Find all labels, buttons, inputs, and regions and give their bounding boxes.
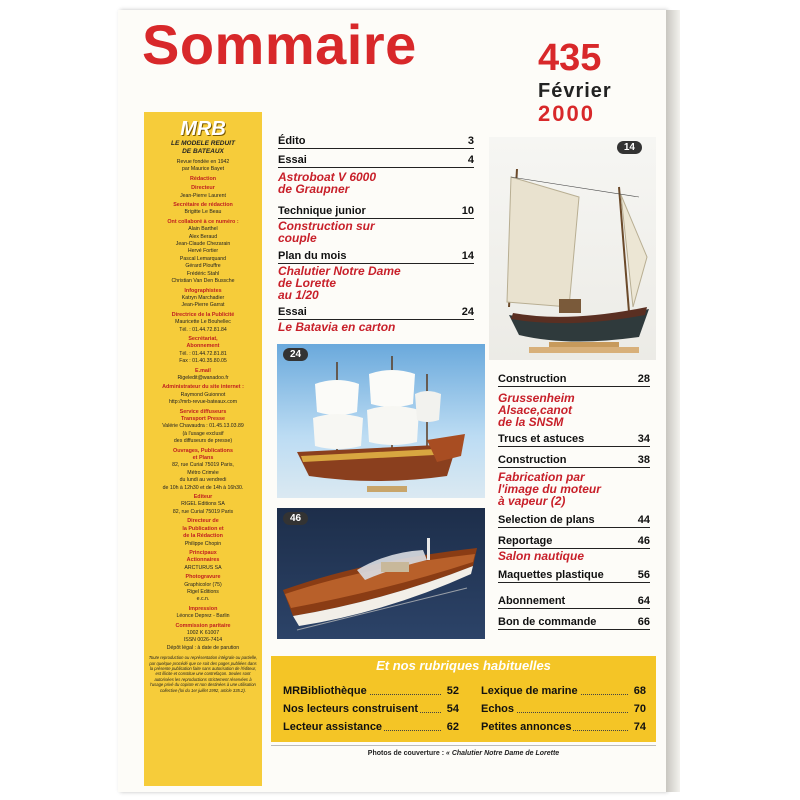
dir-pub-name: Philippe Chopin: [184, 540, 222, 547]
toc-entry-page: 44: [637, 514, 650, 526]
actionnaires-heading-1: Principaux: [189, 549, 217, 556]
toc-entry-page: 14: [461, 250, 474, 262]
toc-entry-label: Abonnement: [498, 595, 566, 607]
rubrique-page: 54: [446, 703, 459, 715]
logo-subtitle-1: LE MODELE REDUIT: [171, 140, 235, 147]
directeur-name: Jean-Pierre Laurent: [180, 192, 226, 199]
editeur-name: RIGEL Editions SA: [181, 501, 225, 508]
toc-subtitle: à vapeur (2): [498, 494, 566, 508]
toc-entry-label: Selection de plans: [498, 514, 595, 526]
editeur-address: 82, rue Curial 75019 Paris: [172, 508, 234, 515]
toc-subtitle: Salon nautique: [498, 549, 585, 563]
legal-notice: Toute reproduction ou représentation intégrale ou partielle, par quelque procédé que ce soit des pages publiées dans la présente publication faite sans autorisation de l'éditeur, est illicite et constitue une contrefaçon. Seules sont autorisées les reproductions strictement réservées à l'usage privé du copiste et non destinées à une utilisation collective (loi du 1er juillet 1992, article 335.2).: [148, 655, 258, 693]
email-address[interactable]: Rigeledit@wanadoo.fr: [177, 374, 229, 381]
toc-subtitle: Le Batavia en carton: [278, 320, 396, 334]
email-heading: E.mail: [195, 367, 211, 374]
publicite-heading: Directrice de la Publicité: [171, 311, 235, 318]
photo-chalutier: [489, 137, 656, 360]
masthead-sidebar: [144, 112, 262, 786]
chalutier-illustration: [489, 137, 656, 360]
toc-entry-selection-plans[interactable]: [498, 513, 650, 528]
toc-entry-page: 3: [467, 135, 474, 147]
toc-entry-construction-grussenheim[interactable]: [498, 372, 650, 387]
toc-entry-trucs-astuces[interactable]: [498, 432, 650, 447]
ouvrages-metro: Métro Crimée: [187, 469, 219, 476]
toc-entry-label: Trucs et astuces: [498, 433, 585, 445]
rubrique-lecteurs-construisent[interactable]: [283, 702, 459, 716]
diffuseurs-heading: Service diffuseurs: [179, 408, 227, 415]
cover-photo-credit: [271, 745, 656, 761]
page-badge: 14: [617, 141, 642, 154]
logo-subtitle-2: DE BATEAUX: [182, 148, 224, 155]
toc-entry-label: Technique junior: [278, 205, 366, 217]
toc-entry-label: Maquettes plastique: [498, 569, 604, 581]
secretariat-phone: Tél. : 01.44.72.81.81: [179, 350, 227, 357]
impression-name: Léonce Deprez - Barlin: [176, 613, 230, 620]
mrb-logo: MRB: [180, 118, 226, 140]
toc-entry-label: Reportage: [498, 535, 553, 547]
toc-entry-page: 28: [637, 373, 650, 385]
rubrique-echos[interactable]: [481, 702, 646, 716]
collaborateur: Alex Beraud: [188, 233, 218, 240]
infographiste: Katryn Marchadier: [181, 294, 225, 301]
founded-line-1: Revue fondée en 1942: [176, 159, 230, 165]
toc-entry-edito[interactable]: [278, 134, 474, 149]
toc-subtitle: l'image du moteur: [498, 482, 601, 496]
rubriques-title: Et nos rubriques habituelles: [376, 658, 551, 673]
toc-entry-label: Édito: [278, 135, 306, 147]
rubrique-label: Nos lecteurs construisent: [283, 703, 419, 715]
toc-entry-label: Plan du mois: [278, 250, 347, 262]
cover-note-prefix: Photos de couverture :: [367, 750, 445, 757]
rubriques-band: [271, 656, 656, 742]
secretariat-fax: Fax : 01.40.35.80.05: [179, 358, 227, 365]
collaborateur: Frédéric Stahl: [186, 270, 220, 277]
toc-entry-plan-du-mois[interactable]: [278, 249, 474, 264]
secretariat-heading: Secrétariat,: [188, 335, 218, 342]
page-title: Sommaire: [142, 13, 417, 76]
collaborateur: Pascal Lemarquand: [179, 255, 227, 262]
photogravure-1: Graphicolor (75): [184, 581, 222, 588]
toc-entry-essai-batavia[interactable]: [278, 305, 474, 320]
toc-subtitle: de Graupner: [278, 182, 350, 196]
dir-pub-heading-3: de la Rédaction: [183, 533, 223, 540]
page-spine: [666, 10, 680, 792]
rubrique-label: Petites annonces: [481, 721, 572, 733]
collaborateur: Jean-Claude Chezarain: [175, 241, 231, 248]
founded-line-2: par Maurice Bayet: [181, 166, 225, 173]
rubrique-petites-annonces[interactable]: [481, 720, 646, 734]
publicite-phone: Tél. : 01.44.72.81.84: [179, 326, 227, 333]
photo-batavia: [277, 344, 485, 498]
secretaire-heading: Secrétaire de rédaction: [173, 202, 233, 209]
galleon-illustration: [277, 344, 485, 498]
toc-entry-label: Bon de commande: [498, 616, 597, 628]
dir-pub-heading-1: Directeur de: [187, 518, 219, 525]
collaborateur: Gérard Plouffre: [185, 263, 221, 270]
publicite-name: Mauricette Le Bouhellec: [175, 319, 231, 326]
toc-entry-page: 46: [637, 535, 650, 547]
impression-heading: Impression: [188, 605, 218, 612]
toc-entry-essai-astroboat[interactable]: [278, 153, 474, 168]
actionnaires-heading-2: Actionnaires: [186, 557, 220, 564]
rubrique-page: 52: [446, 685, 459, 697]
admin-name: Raymond Guionnot: [180, 391, 226, 398]
ouvrages-heading: Ouvrages, Publications: [173, 447, 233, 454]
toc-entry-page: 34: [637, 433, 650, 445]
website-url[interactable]: http://mrb-revue-bateaux.com: [168, 399, 238, 406]
page-badge: 24: [283, 348, 308, 361]
toc-subtitle: Grussenheim: [498, 391, 575, 405]
ouvrages-days: du lundi au vendredi: [179, 477, 227, 484]
depot-legal: Dépôt légal : à date de parution: [166, 644, 240, 651]
toc-subtitle: Astroboat V 6000: [278, 170, 377, 184]
toc-subtitle: Alsace,canot: [498, 403, 573, 417]
toc-entry-label: Essai: [278, 306, 307, 318]
rubrique-lexique-marine[interactable]: [481, 684, 646, 698]
toc-entry-technique-junior[interactable]: [278, 204, 474, 219]
issue-number: 435: [538, 37, 602, 79]
toc-entry-page: 64: [637, 595, 650, 607]
secretaire-name: Brigitte Le Beau: [184, 209, 222, 216]
rubrique-page: 74: [633, 721, 646, 733]
toc-subtitle: de la SNSM: [498, 415, 564, 429]
photogravure-2: Rigel Editions: [187, 588, 219, 595]
toc-subtitle: Chalutier Notre Dame: [278, 264, 401, 278]
diffuseurs-contact: Valérie Chavaudra : 01.45.13.03.89: [162, 423, 244, 430]
dir-pub-heading-2: la Publication et: [182, 525, 224, 532]
toc-entry-page: 24: [461, 306, 474, 318]
rubrique-label: Lecteur assistance: [283, 721, 383, 733]
toc-entry-page: 10: [461, 205, 474, 217]
abonnement-heading: Abonnement: [186, 343, 220, 350]
rubrique-label: MRBibliothèque: [283, 685, 367, 697]
toc-entry-label: Construction: [498, 373, 567, 385]
cover-note-text: « Chalutier Notre Dame de Lorette: [445, 750, 560, 757]
toc-entry-page: 66: [637, 616, 650, 628]
issn: ISSN 0026-7414: [183, 637, 223, 644]
collaborateur: Christian Van Den Bussche: [171, 278, 235, 285]
collaborateur: Hervé Fortier: [187, 248, 219, 255]
issue-month: Février: [538, 80, 612, 102]
actionnaires-name: ARCTURUS SA: [184, 564, 222, 571]
toc-entry-maquettes-plastique[interactable]: [498, 568, 650, 583]
toc-entry-reportage[interactable]: [498, 534, 650, 549]
commission-heading: Commission paritaire: [175, 622, 231, 629]
toc-entry-page: 4: [467, 154, 474, 166]
page-badge: 46: [283, 512, 308, 525]
runabout-illustration: [277, 508, 485, 639]
issue-year: 2000: [538, 101, 595, 126]
transport-heading: Transport Presse: [180, 416, 226, 422]
admin-heading: Administrateur du site internet :: [162, 384, 244, 391]
toc-entry-page: 56: [637, 569, 650, 581]
collaborateur: Alain Barthel: [188, 226, 218, 233]
toc-entry-label: Construction: [498, 454, 567, 466]
commission-number: 1002 K 61007: [186, 629, 220, 636]
rubrique-page: 70: [633, 703, 646, 715]
toc-subtitle: couple: [278, 231, 317, 245]
toc-subtitle: de Lorette: [278, 276, 337, 290]
rubrique-label: Lexique de marine: [481, 685, 578, 697]
ouvrages-address: 82, rue Curial 75019 Paris,: [172, 462, 234, 469]
toc-entry-abonnement[interactable]: [498, 594, 650, 609]
rubrique-lecteur-assistance[interactable]: [283, 720, 459, 734]
redaction-heading: Rédaction: [189, 175, 217, 182]
toc-subtitle: Construction sur: [278, 219, 375, 233]
toc-entry-construction-moteur[interactable]: [498, 453, 650, 468]
rubrique-mrbibliotheque[interactable]: [283, 684, 459, 698]
collaborateurs-heading: Ont collaboré à ce numéro :: [167, 218, 239, 225]
directeur-heading: Directeur: [191, 185, 215, 192]
toc-entry-label: Essai: [278, 154, 307, 166]
editeur-heading: Editeur: [193, 494, 213, 501]
toc-entry-page: 38: [637, 454, 650, 466]
diffuseurs-note-2: des diffuseurs de presse): [173, 438, 233, 445]
ouvrages-hours: de 10h à 12h30 et de 14h à 16h30.: [162, 484, 244, 491]
photogravure-heading: Photogravure: [185, 574, 221, 581]
plans-heading: et Plans: [192, 455, 214, 462]
rubrique-label: Echos: [481, 703, 515, 715]
photo-runabout: [277, 508, 485, 639]
diffuseurs-note-1: (à l'usage exclusif: [182, 430, 224, 437]
rubrique-page: 68: [633, 685, 646, 697]
rubrique-page: 62: [446, 721, 459, 733]
photogravure-3: e.c.n.: [196, 596, 210, 603]
infographiste: Jean-Pierre Garrat: [181, 302, 225, 309]
toc-subtitle: Fabrication par: [498, 470, 585, 484]
toc-subtitle: au 1/20: [278, 288, 319, 302]
infographistes-heading: Infographistes: [184, 287, 222, 294]
toc-entry-bon-de-commande[interactable]: [498, 615, 650, 630]
